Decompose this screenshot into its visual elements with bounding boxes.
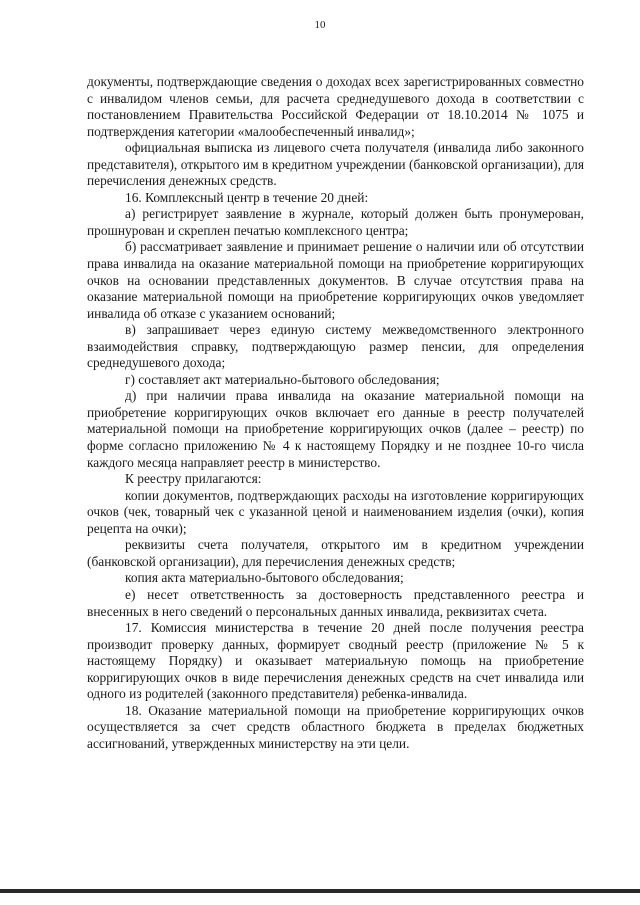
paragraph-expense-copies: копии документов, подтверждающих расходы на изготовление корригирующих очков (чек, товарный чек с указанной ценой и наименованием изделия (очки), копия рецепта на очки); xyxy=(87,487,584,536)
bottom-scan-edge xyxy=(0,889,640,893)
paragraph-16a: а) регистрирует заявление в журнале, который должен быть пронумерован, прошнурован и скреплен печатью комплексного центра; xyxy=(87,206,584,238)
paragraph-item-16: 16. Комплексный центр в течение 20 дней: xyxy=(125,189,369,205)
paragraph-account-details: реквизиты счета получателя, открытого им в кредитном учреждении (банковской организации), для перечисления денежных средств; xyxy=(87,537,584,569)
paragraph-item-17: 17. Комиссия министерства в течение 20 дней после получения реестра производит проверку данных, формирует сводный реестр (приложение № 5 к настоящему Порядку) и оказывает материальную помощь на приобретение корригирующих очков в виде перечисления денежных средств на счет инвалида или одного из родителей (законного представителя) ребенка-инвалида. xyxy=(87,620,584,702)
paragraph-account-statement: официальная выписка из лицевого счета получателя (инвалида либо законного представителя), открытого им в кредитном учреждении (банковской организации), для перечисления денежных средств. xyxy=(87,140,584,189)
document-body xyxy=(87,74,584,752)
paragraph-income-documents: документы, подтверждающие сведения о доходах всех зарегистрированных совместно с инвалидом членов семьи, для расчета среднедушевого дохода в соответствии с постановлением Правительства Российской Федерации от 18.10.2014 № 1075 и подтверждения категории «малообеспеченный инвалид»; xyxy=(87,74,584,139)
paragraph-item-18: 18. Оказание материальной помощи на приобретение корригирующих очков осуществляется за счет средств областного бюджета в пределах бюджетных ассигнований, утвержденных министерству на эти цели. xyxy=(87,702,584,751)
paragraph-survey-act-copy: копия акта материально-бытового обследования; xyxy=(125,570,404,586)
paragraph-16e: е) несет ответственность за достоверность представленного реестра и внесенных в него сведений о персональных данных инвалида, реквизитах счета. xyxy=(87,586,584,619)
paragraph-16b: б) рассматривает заявление и принимает решение о наличии или об отсутствии права инвалида на оказание материальной помощи на приобретение корригирующих очков на основании представленных документов. В случае отсутствия права на оказание материальной помощи на приобретение корригирующих очков уведомляет инвалида об отказе с указанием оснований; xyxy=(87,239,584,321)
paragraph-16d: д) при наличии права инвалида на оказание материальной помощи на приобретение корригирующих очков включает его данные в реестр получателей материальной помощи на приобретение корригирующих очков (далее – реестр) по форме согласно приложению № 4 к настоящему Порядку и не позднее 10-го числа каждого месяца направляет реестр в министерство. xyxy=(87,388,584,470)
paragraph-16v: в) запрашивает через единую систему межведомственного электронного взаимодействия справку, подтверждающую размер пенсии, для определения среднедушевого дохода; xyxy=(87,322,584,371)
paragraph-registry-attachments: К реестру прилагаются: xyxy=(125,471,262,487)
paragraph-16g: г) составляет акт материально-бытового обследования; xyxy=(125,371,440,387)
page-number: 10 xyxy=(314,19,326,31)
